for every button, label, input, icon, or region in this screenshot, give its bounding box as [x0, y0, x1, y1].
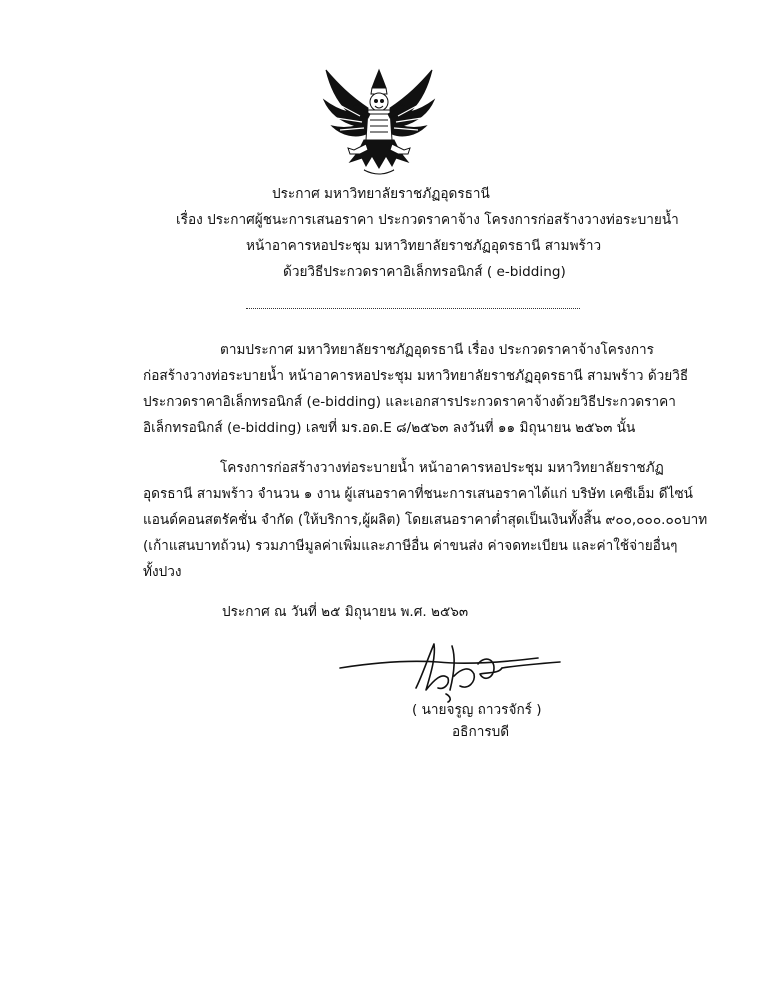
garuda-emblem-icon [320, 66, 438, 182]
paragraph1-line2: ก่อสร้างวางท่อระบายน้ำ หน้าอาคารหอประชุม มหาวิทยาลัยราชภัฏอุดรธานี สามพร้าว ด้วยวิธี [143, 368, 689, 384]
announcement-org-line: ประกาศ มหาวิทยาลัยราชภัฏอุดรธานี [272, 186, 490, 202]
paragraph2-line2: อุดรธานี สามพร้าว จำนวน ๑ งาน ผู้เสนอราคาที่ชนะการเสนอราคาได้แก่ บริษัท เคซีเอ็ม ดีไซน์ [143, 486, 693, 502]
paragraph1-line3: ประกวดราคาอิเล็กทรอนิกส์ (e-bidding) และเอกสารประกวดราคาจ้างด้วยวิธีประกวดราคา [143, 394, 676, 410]
paragraph2-line4: (เก้าแสนบาทถ้วน) รวมภาษีมูลค่าเพิ่มและภาษีอื่น ค่าขนส่ง ค่าจดทะเบียน และค่าใช้จ่ายอื่นๆ [143, 538, 678, 554]
announcement-method-line: ด้วยวิธีประกวดราคาอิเล็กทรอนิกส์ ( e-bidding) [283, 264, 566, 280]
dotted-divider [246, 308, 580, 309]
paragraph2-line5: ทั้งปวง [143, 564, 182, 580]
announcement-location-line: หน้าอาคารหอประชุม มหาวิทยาลัยราชภัฏอุดรธานี สามพร้าว [246, 238, 602, 254]
handwritten-signature [338, 628, 568, 704]
announcement-subject-line: เรื่อง ประกาศผู้ชนะการเสนอราคา ประกวดราคาจ้าง โครงการก่อสร้างวางท่อระบายน้ำ [176, 212, 679, 228]
announce-date: ประกาศ ณ วันที่ ๒๕ มิถุนายน พ.ศ. ๒๕๖๓ [222, 604, 469, 620]
signatory-name: ( นายจรูญ ถาวรจักร์ ) [412, 702, 542, 718]
paragraph2-line1: โครงการก่อสร้างวางท่อระบายน้ำ หน้าอาคารหอประชุม มหาวิทยาลัยราชภัฏ [220, 460, 664, 476]
paragraph2-line3: แอนด์คอนสตรัคชั่น จำกัด (ให้บริการ,ผู้ผลิต) โดยเสนอราคาต่ำสุดเป็นเงินทั้งสิ้น ๙๐๐,๐๐๐.๐๐บาท [143, 512, 708, 528]
paragraph1-line1: ตามประกาศ มหาวิทยาลัยราชภัฏอุดรธานี เรื่อง ประกวดราคาจ้างโครงการ [220, 342, 654, 358]
paragraph1-line4: อิเล็กทรอนิกส์ (e-bidding) เลขที่ มร.อด.E ๘/๒๕๖๓ ลงวันที่ ๑๑ มิถุนายน ๒๕๖๓ นั้น [143, 420, 636, 436]
signatory-position: อธิการบดี [452, 724, 510, 740]
